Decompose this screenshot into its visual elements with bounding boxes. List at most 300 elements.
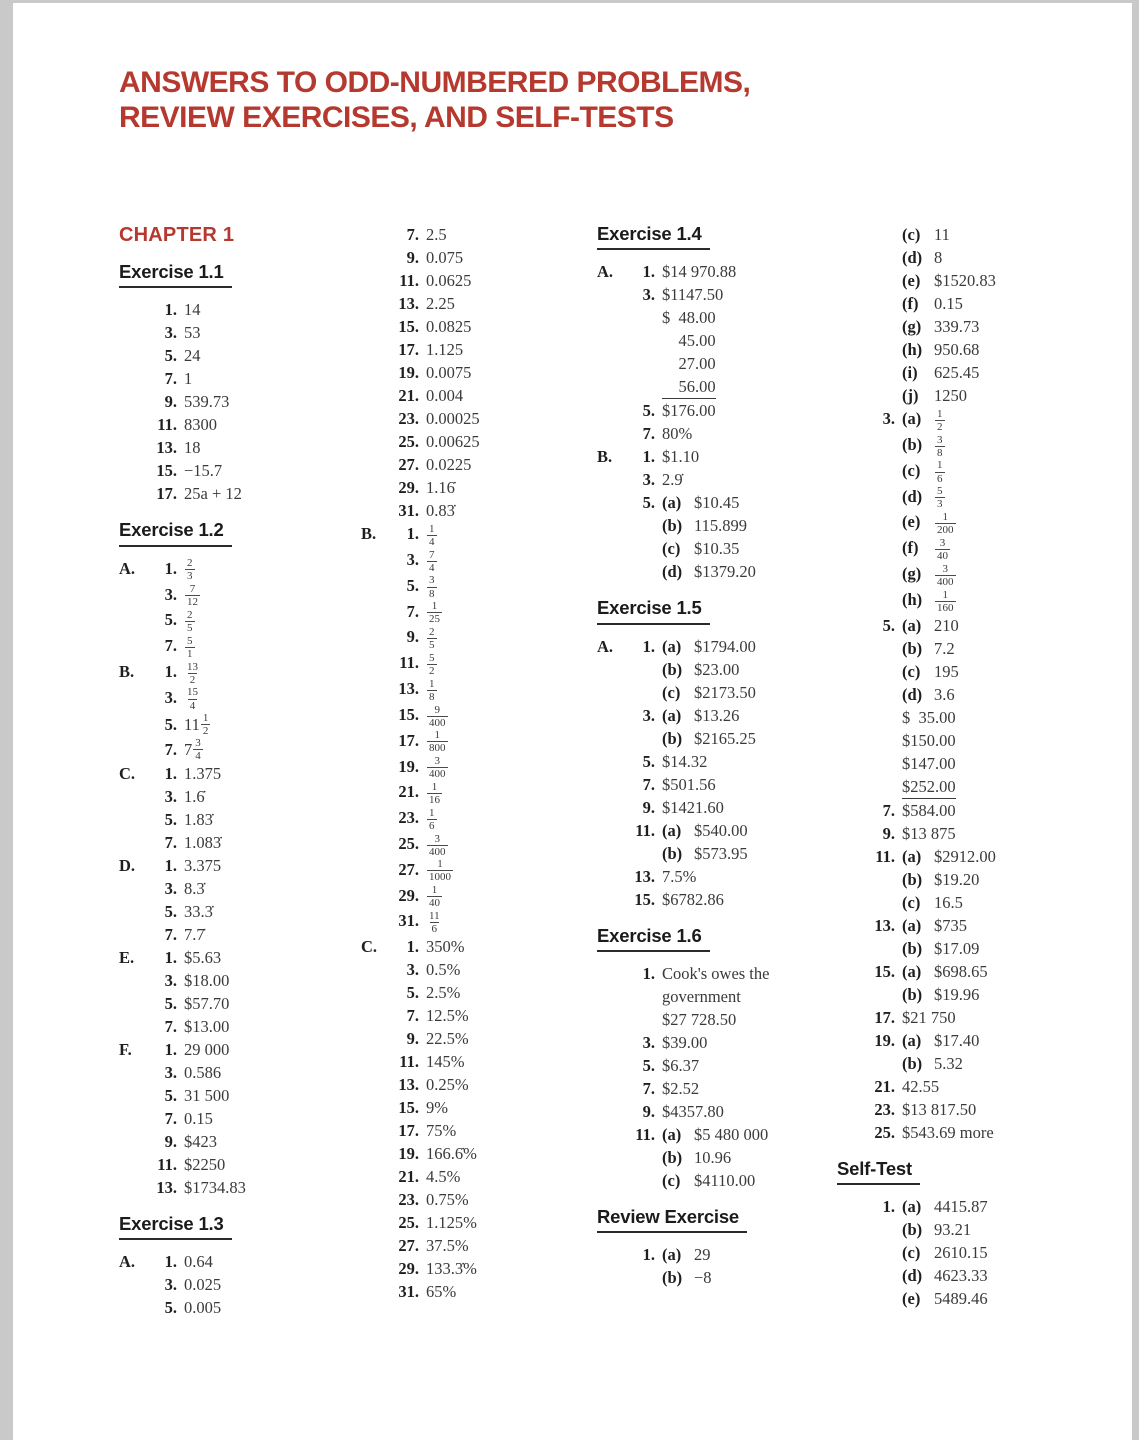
item-value xyxy=(662,445,699,468)
item-number: 5. xyxy=(164,901,177,921)
answer-row xyxy=(119,459,361,482)
item-value xyxy=(426,548,438,574)
item-sublabel: (f) xyxy=(902,294,919,314)
item-value xyxy=(426,522,438,548)
answer-row xyxy=(837,1098,1117,1121)
answer-row xyxy=(361,625,597,651)
fraction xyxy=(427,858,453,883)
answer-row xyxy=(119,808,361,831)
item-value xyxy=(694,1169,755,1192)
item-value xyxy=(426,315,471,338)
value-text: $19.96 xyxy=(934,984,980,1004)
value-text: 0.586 xyxy=(184,1062,222,1082)
answer-row xyxy=(837,1195,1117,1218)
answer-row xyxy=(597,773,837,796)
item-number: 13. xyxy=(874,915,895,935)
item-number: 3. xyxy=(406,960,419,980)
item-number: 7. xyxy=(882,800,895,820)
fraction-denominator: 16 xyxy=(429,794,440,807)
fraction-numerator: 7 xyxy=(189,583,196,596)
item-value xyxy=(662,1077,699,1100)
fraction-numerator: 1 xyxy=(437,858,443,871)
item-value xyxy=(184,686,201,712)
item-sublabel: (b) xyxy=(662,1147,683,1167)
answer-row xyxy=(837,683,1117,706)
answer-row xyxy=(837,706,1117,822)
value-text: 3.375 xyxy=(184,855,222,875)
answer-row xyxy=(361,476,597,499)
fraction-numerator: 2 xyxy=(187,608,193,621)
item-value xyxy=(694,727,756,750)
item-sublabel: (b) xyxy=(902,1219,923,1239)
item-sublabel: (e) xyxy=(902,1288,921,1308)
item-value xyxy=(934,407,946,433)
page-title xyxy=(119,65,1132,135)
value-text: 42.55 xyxy=(902,1076,940,1096)
item-sublabel: (a) xyxy=(902,1196,922,1216)
value-text: 339.73 xyxy=(934,317,980,337)
item-value xyxy=(934,588,957,614)
item-value xyxy=(694,1146,731,1169)
item-sublabel: (g) xyxy=(902,317,922,337)
answer-row xyxy=(119,608,361,634)
exercise-heading-wrap xyxy=(837,1158,1117,1185)
item-value xyxy=(934,983,979,1006)
answer-row xyxy=(119,482,361,505)
item-letter: A. xyxy=(597,262,614,282)
item-value xyxy=(934,510,957,536)
value-text: 0.64 xyxy=(184,1252,213,1272)
item-value xyxy=(694,1266,712,1289)
fraction-denominator: 12 xyxy=(187,596,198,609)
item-number: 3. xyxy=(882,409,895,429)
item-number: 3. xyxy=(164,878,177,898)
item-value xyxy=(426,361,471,384)
item-value xyxy=(426,703,449,729)
value-text: $1.10 xyxy=(662,447,700,467)
item-value xyxy=(184,854,221,877)
item-value xyxy=(426,755,449,781)
item-sublabel: (d) xyxy=(902,1265,923,1285)
value-text: 210 xyxy=(934,615,959,635)
answer-row xyxy=(837,660,1117,683)
answer-row xyxy=(119,831,361,854)
answer-row xyxy=(597,681,837,704)
item-value xyxy=(934,960,988,983)
item-value xyxy=(694,1243,711,1266)
fraction-numerator: 3 xyxy=(937,433,943,446)
value-text: 0.15 xyxy=(934,294,963,314)
fraction xyxy=(427,833,448,858)
item-number: 11. xyxy=(399,653,419,673)
value-text: $21 750 xyxy=(902,1007,956,1027)
item-number: 11. xyxy=(157,1154,177,1174)
answer-row xyxy=(361,1096,597,1119)
item-sublabel: (j) xyxy=(902,386,919,406)
answer-row xyxy=(837,338,1117,361)
value-text: 53 xyxy=(184,323,201,343)
item-number: 3. xyxy=(164,786,177,806)
item-sublabel: (b) xyxy=(902,984,923,1004)
item-value xyxy=(184,660,201,686)
value-text: 166.6̇% xyxy=(426,1144,477,1164)
item-value xyxy=(426,407,480,430)
exercise-heading: Exercise 1.5 xyxy=(597,597,710,624)
fraction-denominator: 6 xyxy=(431,923,438,936)
value-text: $5.63 xyxy=(184,947,222,967)
fraction xyxy=(185,635,195,660)
item-value xyxy=(934,384,967,407)
answer-row xyxy=(837,246,1117,269)
answer-row xyxy=(361,1142,597,1165)
item-value xyxy=(662,773,716,796)
item-value xyxy=(934,361,979,384)
fraction-denominator: 8 xyxy=(429,587,435,600)
answer-row xyxy=(119,583,361,609)
answer-row xyxy=(361,858,597,884)
item-number: 5. xyxy=(164,809,177,829)
fraction xyxy=(427,729,448,754)
answer-row xyxy=(837,1287,1117,1310)
answer-row xyxy=(361,1050,597,1073)
answer-row xyxy=(119,1176,361,1199)
item-letter: F. xyxy=(119,1039,132,1059)
item-number: 19. xyxy=(398,363,419,383)
exercise-heading-wrap xyxy=(597,223,837,250)
answer-row xyxy=(597,727,837,750)
value-text: 1250 xyxy=(934,386,967,406)
answer-row xyxy=(361,958,597,981)
answer-row xyxy=(361,384,597,407)
item-number: 11. xyxy=(157,415,177,435)
value-line: government xyxy=(662,986,741,1006)
fraction-numerator: 1 xyxy=(431,780,438,793)
stack-line: $176.00 xyxy=(662,401,716,421)
value-text: −8 xyxy=(694,1268,712,1288)
item-value xyxy=(184,785,205,808)
item-number: 1. xyxy=(164,855,177,875)
value-text: 1 xyxy=(184,369,193,389)
stack-line: $584.00 xyxy=(902,800,956,820)
item-number: 9. xyxy=(164,1131,177,1151)
item-number: 15. xyxy=(156,461,177,481)
answer-row xyxy=(597,445,837,468)
item-number: 15. xyxy=(874,961,895,981)
fraction xyxy=(935,459,945,484)
item-number: 1. xyxy=(406,524,419,544)
item-sublabel: (c) xyxy=(662,1170,681,1190)
answer-row xyxy=(597,704,837,727)
stack-line: 45.00 xyxy=(678,331,716,351)
value-text: 16.5 xyxy=(934,892,963,912)
answer-row xyxy=(837,562,1117,588)
item-number: 7. xyxy=(642,774,655,794)
value-line: Cook's owes the xyxy=(662,963,770,983)
fraction-denominator: 40 xyxy=(937,549,948,562)
answer-row xyxy=(597,1100,837,1123)
item-number: 13. xyxy=(398,1075,419,1095)
answer-row xyxy=(837,269,1117,292)
item-value xyxy=(184,608,196,634)
exercise-heading-wrap xyxy=(597,597,837,624)
item-value xyxy=(426,453,471,476)
answer-row xyxy=(597,1031,837,1054)
answer-row xyxy=(837,459,1117,485)
fraction-denominator: 3 xyxy=(937,498,943,511)
item-value xyxy=(426,430,480,453)
item-sublabel: (e) xyxy=(902,271,921,291)
item-number: 29. xyxy=(398,1259,419,1279)
value-text: $5 480 000 xyxy=(694,1124,769,1144)
item-number: 31. xyxy=(398,501,419,521)
item-value xyxy=(426,1119,456,1142)
item-number: 21. xyxy=(398,386,419,406)
fraction-numerator: 1 xyxy=(431,600,438,613)
fraction-denominator: 160 xyxy=(937,601,954,614)
item-sublabel: (b) xyxy=(902,869,923,889)
item-value xyxy=(184,762,221,785)
item-value xyxy=(934,1218,971,1241)
item-number: 19. xyxy=(398,756,419,776)
fraction-denominator: 400 xyxy=(429,768,446,781)
item-value xyxy=(426,625,438,651)
item-sublabel: (d) xyxy=(902,248,923,268)
value-text: $17.40 xyxy=(934,1030,980,1050)
answer-row xyxy=(837,983,1117,1006)
item-value xyxy=(426,1280,456,1303)
item-value xyxy=(426,780,443,806)
item-value xyxy=(184,808,213,831)
value-text: 2.5% xyxy=(426,983,461,1003)
item-number: 9. xyxy=(406,248,419,268)
item-number: 23. xyxy=(398,409,419,429)
item-number: 7. xyxy=(406,1006,419,1026)
item-value xyxy=(184,436,201,459)
value-text: $10.35 xyxy=(694,539,740,559)
answer-row xyxy=(597,306,837,422)
answer-row xyxy=(361,651,597,677)
answer-row xyxy=(361,909,597,935)
item-number: 3. xyxy=(164,584,177,604)
item-sublabel: (h) xyxy=(902,589,923,609)
item-number: 31. xyxy=(398,1282,419,1302)
answer-row xyxy=(837,588,1117,614)
value-text: 18 xyxy=(184,438,201,458)
fraction xyxy=(427,652,437,677)
item-sublabel: (a) xyxy=(902,846,922,866)
item-value xyxy=(426,1004,469,1027)
answer-row xyxy=(119,1273,361,1296)
item-value xyxy=(662,888,724,911)
item-value xyxy=(694,635,756,658)
value-text: $735 xyxy=(934,915,967,935)
value-text: 12.5% xyxy=(426,1006,469,1026)
value-text: 22.5% xyxy=(426,1029,469,1049)
fraction xyxy=(427,755,448,780)
value-text: $540.00 xyxy=(694,820,748,840)
answer-row xyxy=(361,453,597,476)
value-text: 0.0625 xyxy=(426,271,472,291)
fraction-numerator: 1 xyxy=(429,677,435,690)
answer-row xyxy=(361,361,597,384)
item-number: 13. xyxy=(156,438,177,458)
value-text: 0.25% xyxy=(426,1075,469,1095)
item-number: 13. xyxy=(398,294,419,314)
item-value xyxy=(662,750,707,773)
answer-row xyxy=(597,842,837,865)
item-value xyxy=(184,877,205,900)
answer-row xyxy=(361,292,597,315)
item-value xyxy=(934,1264,988,1287)
answer-row xyxy=(597,1054,837,1077)
value-text: 93.21 xyxy=(934,1219,972,1239)
item-value xyxy=(426,677,438,703)
answer-row xyxy=(597,865,837,888)
answer-row xyxy=(119,877,361,900)
item-number: 1. xyxy=(164,558,177,578)
answer-row xyxy=(597,1243,837,1266)
item-number: 3. xyxy=(164,970,177,990)
answers-page xyxy=(13,3,1132,1440)
item-sublabel: (c) xyxy=(902,661,921,681)
fraction-numerator: 3 xyxy=(939,536,946,549)
answer-row xyxy=(119,1296,361,1319)
answer-row xyxy=(119,557,361,583)
item-number: 13. xyxy=(634,866,655,886)
fraction-numerator: 1 xyxy=(942,588,948,601)
value-text: 0.0225 xyxy=(426,455,472,475)
value-text: $13 817.50 xyxy=(902,1099,977,1119)
item-sublabel: (a) xyxy=(662,636,682,656)
item-value xyxy=(934,269,996,292)
item-sublabel: (b) xyxy=(902,638,923,658)
answer-row xyxy=(361,755,597,781)
fraction-denominator: 400 xyxy=(429,716,446,729)
value-text: 24 xyxy=(184,346,201,366)
fraction-numerator: 15 xyxy=(187,686,198,699)
exercise-heading-wrap xyxy=(119,519,361,546)
fraction xyxy=(427,678,437,703)
item-value xyxy=(902,706,956,822)
answer-row xyxy=(597,422,837,445)
item-number: 3. xyxy=(642,285,655,305)
answer-row xyxy=(119,367,361,390)
exercise-heading: Exercise 1.1 xyxy=(119,261,232,288)
value-text: $2165.25 xyxy=(694,728,756,748)
item-value xyxy=(426,1211,477,1234)
answer-row xyxy=(837,1052,1117,1075)
value-text: 1.16̇ xyxy=(426,478,455,498)
item-value xyxy=(934,1195,988,1218)
fraction xyxy=(427,523,437,548)
item-number: 5. xyxy=(164,610,177,630)
item-sublabel: (c) xyxy=(662,539,681,559)
whole-number: 11 xyxy=(184,714,200,734)
answer-row xyxy=(119,634,361,660)
fraction-denominator: 800 xyxy=(429,742,446,755)
answer-row xyxy=(361,548,597,574)
fraction xyxy=(935,589,956,614)
answer-row xyxy=(837,510,1117,536)
answer-row xyxy=(837,637,1117,660)
answer-row xyxy=(361,832,597,858)
item-value xyxy=(426,651,438,677)
page-title-line1: ANSWERS TO ODD-NUMBERED PROBLEMS, xyxy=(119,66,751,99)
answer-row xyxy=(119,436,361,459)
fraction-denominator: 5 xyxy=(187,622,193,635)
item-value xyxy=(934,459,946,485)
item-value xyxy=(184,737,204,762)
fraction-numerator: 1 xyxy=(434,729,440,742)
item-value xyxy=(426,958,460,981)
answer-columns xyxy=(119,223,1132,1319)
answer-row xyxy=(837,891,1117,914)
value-text: $1421.60 xyxy=(662,797,724,817)
fraction xyxy=(427,626,437,651)
item-value xyxy=(934,914,967,937)
item-sublabel: (b) xyxy=(662,516,683,536)
answer-row xyxy=(597,750,837,773)
fraction-numerator: 5 xyxy=(187,634,193,647)
item-number: 17. xyxy=(398,1121,419,1141)
item-number: 31. xyxy=(398,911,419,931)
item-value xyxy=(902,1098,976,1121)
item-number: 1. xyxy=(164,300,177,320)
fraction xyxy=(201,712,211,737)
chapter-heading: CHAPTER 1 xyxy=(119,224,235,247)
value-line: $27 728.50 xyxy=(662,1009,737,1029)
value-text: $10.45 xyxy=(694,493,740,513)
answer-row xyxy=(119,1130,361,1153)
fraction-denominator: 4 xyxy=(189,699,196,712)
item-value xyxy=(426,338,463,361)
item-number: 23. xyxy=(398,808,419,828)
item-value xyxy=(426,1165,460,1188)
item-number: 9. xyxy=(406,1029,419,1049)
value-text: 2.25 xyxy=(426,294,455,314)
value-text: $698.65 xyxy=(934,961,988,981)
stack-line-underlined: $252.00 xyxy=(902,775,956,799)
whole-number: 7 xyxy=(184,739,193,759)
fraction xyxy=(935,408,945,433)
item-number: 3. xyxy=(164,687,177,707)
answer-row xyxy=(361,935,597,958)
value-text: $39.00 xyxy=(662,1032,708,1052)
value-text: 4415.87 xyxy=(934,1196,988,1216)
item-number: 1. xyxy=(164,1252,177,1272)
fraction-numerator: 3 xyxy=(434,832,440,845)
value-text: $6.37 xyxy=(662,1055,700,1075)
item-value xyxy=(694,560,756,583)
item-sublabel: (h) xyxy=(902,340,923,360)
answer-row xyxy=(119,1250,361,1273)
fraction-numerator: 1 xyxy=(937,407,943,420)
fraction-denominator: 2 xyxy=(189,673,196,686)
value-text: 1.125% xyxy=(426,1213,477,1233)
item-value xyxy=(184,831,221,854)
item-number: 1. xyxy=(406,937,419,957)
value-text: 0.5% xyxy=(426,960,461,980)
value-text: 7.5% xyxy=(662,866,697,886)
item-number: 11. xyxy=(635,820,655,840)
fraction xyxy=(935,563,956,588)
exercise-heading-wrap xyxy=(597,1206,837,1233)
answer-row xyxy=(837,1029,1117,1052)
mixed-number xyxy=(184,712,211,737)
answer-row xyxy=(119,660,361,686)
item-number: 15. xyxy=(398,317,419,337)
answer-row xyxy=(837,937,1117,960)
